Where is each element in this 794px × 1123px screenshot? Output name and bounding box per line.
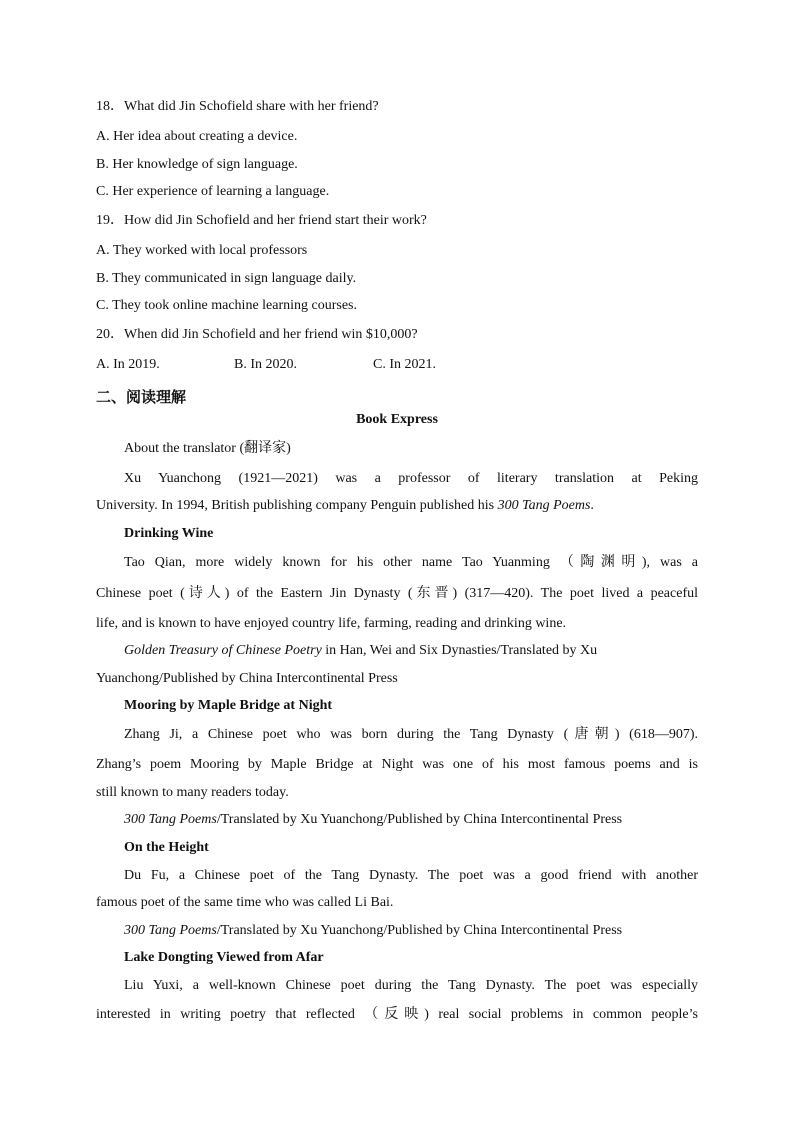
question-20-stem: 20．When did Jin Schofield and her friend win $10,000? <box>96 327 418 342</box>
book-3-source <box>124 922 622 940</box>
book-1-title: Drinking Wine <box>124 526 214 541</box>
question-19-option-a: A. They worked with local professors <box>96 243 308 258</box>
question-20-option-a: A. In 2019. <box>96 357 160 372</box>
book-2-line-2: Zhang’s poem Mooring by Maple Bridge at Night was one of his most famous poems and is <box>96 757 698 772</box>
book-2-source-italic: 300 Tang Poems <box>124 812 217 827</box>
translator-bio-text: University. In 1994, British publishing company Penguin published his <box>96 498 498 513</box>
book-3-source-italic: 300 Tang Poems <box>124 923 217 938</box>
book-2-title: Mooring by Maple Bridge at Night <box>124 698 333 713</box>
question-18-stem: 18．What did Jin Schofield share with her friend? <box>96 99 379 114</box>
book-4-line-1: Liu Yuxi, a well-known Chinese poet during the Tang Dynasty. The poet was especially <box>124 978 698 993</box>
book-1-source-line-2: Yuanchong/Published by China Intercontinental Press <box>96 671 398 686</box>
question-19-stem: 19．How did Jin Schofield and her friend start their work? <box>96 213 427 228</box>
question-19-option-b: B. They communicated in sign language daily. <box>96 271 357 286</box>
book-2-source <box>124 811 622 829</box>
book-1-line-1: Tao Qian, more widely known for his other name Tao Yuanming （陶渊明), was a <box>124 555 698 570</box>
translator-bio-end: . <box>590 498 594 513</box>
book-4-line-2: interested in writing poetry that reflected （反映) real social problems in common people’s <box>96 1007 698 1022</box>
section-title: 二、阅读理解 <box>96 388 187 406</box>
book-3-title: On the Height <box>124 840 209 855</box>
book-2-line-3: still known to many readers today. <box>96 785 289 800</box>
question-20-option-b: B. In 2020. <box>234 357 297 372</box>
book-1-source-line-1 <box>124 642 597 660</box>
question-18-option-c: C. Her experience of learning a language. <box>96 184 330 199</box>
book-3-line-1: Du Fu, a Chinese poet of the Tang Dynasty. The poet was a good friend with another <box>124 868 698 883</box>
question-20-option-c: C. In 2021. <box>373 357 436 372</box>
book-1-line-3: life, and is known to have enjoyed country life, farming, reading and drinking wine. <box>96 616 567 631</box>
book-1-source-rest: in Han, Wei and Six Dynasties/Translated by Xu <box>321 643 598 658</box>
book-title-italic: 300 Tang Poems <box>497 498 591 513</box>
book-1-source-italic: Golden Treasury of Chinese Poetry <box>124 643 322 658</box>
translator-bio-line-1: Xu Yuanchong (1921—2021) was a professor of literary translation at Peking <box>124 471 698 486</box>
book-1-line-2: Chinese poet (诗人) of the Eastern Jin Dynasty (东晋) (317—420). The poet lived a peaceful <box>96 586 698 601</box>
passage-title: Book Express <box>356 412 438 427</box>
book-2-line-1: Zhang Ji, a Chinese poet who was born during the Tang Dynasty (唐朝) (618—907). <box>124 727 698 742</box>
question-18-option-b: B. Her knowledge of sign language. <box>96 157 298 172</box>
translator-bio-line-2 <box>96 497 594 515</box>
question-18-option-a: A. Her idea about creating a device. <box>96 129 298 144</box>
book-3-source-rest: /Translated by Xu Yuanchong/Published by China Intercontinental Press <box>216 923 623 938</box>
book-2-source-rest: /Translated by Xu Yuanchong/Published by China Intercontinental Press <box>216 812 623 827</box>
book-3-line-2: famous poet of the same time who was called Li Bai. <box>96 895 394 910</box>
question-19-option-c: C. They took online machine learning courses. <box>96 298 358 313</box>
book-4-title: Lake Dongting Viewed from Afar <box>124 950 324 965</box>
about-translator-label: About the translator (翻译家) <box>124 441 291 456</box>
